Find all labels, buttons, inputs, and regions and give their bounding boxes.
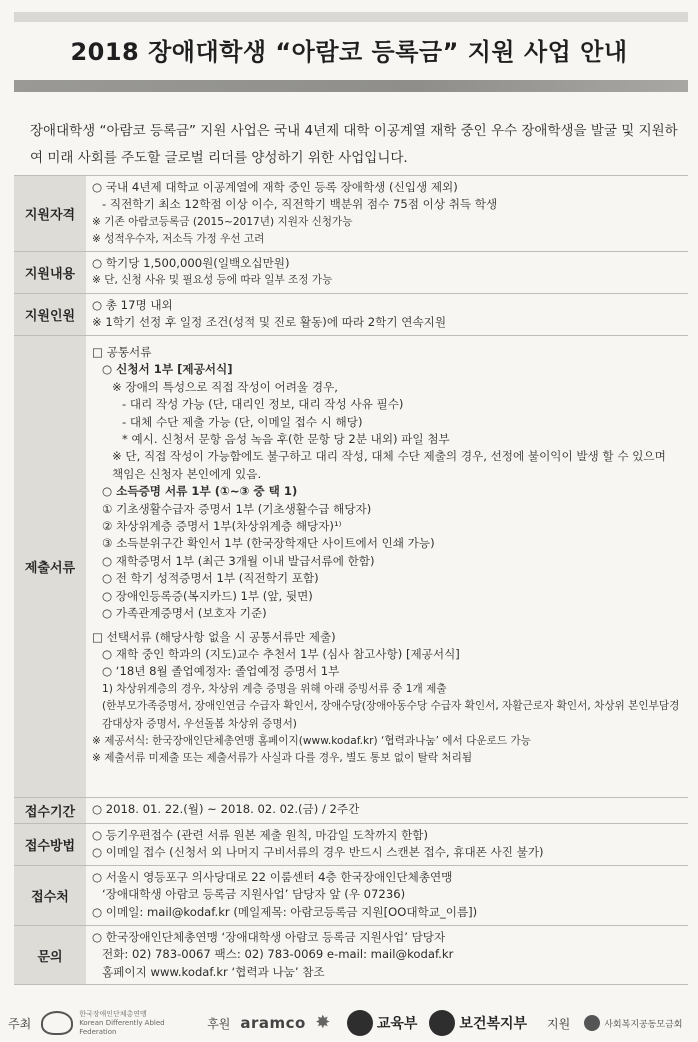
- support-label: 지원: [547, 1016, 571, 1031]
- row-label: 접수처: [14, 866, 86, 925]
- row-content: [86, 926, 688, 984]
- title-underline-bar: [14, 80, 688, 92]
- text-line: - 대리 작성 가능 (단, 대리인 정보, 대리 작성 사유 필수): [122, 397, 404, 412]
- page-title: 2018 장애대학생 “아람코 등록금” 지원 사업 안내: [70, 38, 628, 66]
- text-line: ○ 이메일 접수 (신청서 외 나머지 구비서류의 경우 반드시 스캔본 접수, 휴대폰 사진 불가): [92, 845, 544, 860]
- row-content: [86, 798, 688, 823]
- row-label: 지원자격: [14, 176, 86, 251]
- section-header: □ 선택서류 (해당사항 없을 시 공통서류만 제출): [92, 629, 336, 644]
- row-recipients: [14, 293, 688, 335]
- welfare-org-label: 사회복지공동모금회: [604, 1019, 683, 1030]
- text-line: ※ 성적우수자, 저소득 가정 우선 고려: [92, 233, 265, 246]
- text-line: ※ 단, 신청 사유 및 필요성 등에 따라 일부 조정 가능: [92, 274, 333, 287]
- row-content: [86, 866, 688, 925]
- row-label: 지원내용: [14, 252, 86, 293]
- footnote-line: 1) 차상위계층의 경우, 차상위 계층 증명을 위해 아래 증빙서류 중 1개 제출: [102, 682, 447, 695]
- text-line: ○ 총 17명 내외: [92, 298, 173, 312]
- support-block: [547, 1015, 682, 1032]
- text-line: ○ 국내 4년제 대학교 이공계열에 재학 중인 등록 장애학생 (신입생 제외): [92, 180, 458, 194]
- sponsor-block: [207, 1012, 337, 1034]
- text-line: - 직전학기 최소 12학점 이상 이수, 직전학기 백분위 점수 75점 이상 취득 학생: [102, 197, 498, 212]
- fruit-of-love-icon: [584, 1015, 600, 1031]
- row-content: [86, 176, 688, 251]
- footnote-line: (한부모가족증명서, 장애인연금 수급자 확인서, 장애수당(장애아동수당 수급자 확인서, 자활근로자 확인서, 차상위 본인부담경감대상자 증명서, 우선돌봄 차상위 증명서): [102, 700, 680, 730]
- row-label: 문의: [14, 926, 86, 984]
- row-address: [14, 865, 688, 925]
- ministry-edu-block: [347, 1010, 418, 1036]
- text-line: ‘장애대학생 아람코 등록금 지원사업’ 담당자 앞 (우 07236): [102, 887, 406, 902]
- text-line: ※ 장애의 특성으로 직접 작성이 어려울 경우,: [112, 379, 338, 394]
- text-line: ② 차상위계층 증명서 1부(차상위계층 해당자)¹⁾: [102, 519, 342, 534]
- aramco-star-icon: ✸: [315, 1012, 331, 1033]
- row-content: [86, 294, 688, 335]
- text-line: ○ 이메일: mail@kodaf.kr (메일제목: 아람코등록금 지원[OO대학교_이름]): [92, 904, 478, 919]
- text-line: ① 기초생활수급자 증명서 1부 (기초생활수급 해당자): [102, 501, 372, 516]
- section-header: □ 공통서류: [92, 345, 152, 359]
- text-line: ※ 제공서식: 한국장애인단체총연맹 홈페이지(www.kodaf.kr) ‘협력과나눔’ 에서 다운로드 가능: [92, 734, 531, 747]
- row-content: [86, 336, 688, 797]
- text-line: ※ 기존 아람코등록금 (2015~2017년) 지원자 신청가능: [92, 215, 353, 228]
- taegeuk-icon: [429, 1010, 455, 1036]
- text-line: ○ 재학증명서 1부 (최근 3개월 이내 발급서류에 한함): [102, 553, 375, 568]
- row-label: 접수방법: [14, 824, 86, 865]
- text-line: ○ 2018. 01. 22.(월) ~ 2018. 02. 02.(금) / 2주간: [92, 802, 360, 816]
- text-line: ○ 소득증명 서류 1부 (①~③ 중 택 1): [102, 484, 298, 499]
- row-eligibility: [14, 175, 688, 251]
- text-line: ○ 장애인등록증(복지카드) 1부 (앞, 뒷면): [102, 588, 313, 603]
- row-label: 지원인원: [14, 294, 86, 335]
- sponsor-label: 후원: [207, 1016, 231, 1031]
- host-label: 주최: [8, 1016, 32, 1031]
- text-line: ※ 1학기 선정 후 일정 조건(성적 및 진로 활동)에 따라 2학기 연속지원: [92, 315, 447, 330]
- intro-paragraph: 장애대학생 “아람코 등록금” 지원 사업은 국내 4년제 대학 이공계열 재학 중인 우수 장애학생을 발굴 및 지원하여 미래 사회를 주도할 글로벌 리더를 양성하기 위한 사업입니다.: [30, 123, 678, 166]
- text-line: ③ 소득분위구간 확인서 1부 (한국장학재단 사이트에서 인쇄 가능): [102, 536, 435, 551]
- text-line: ○ 등기우편접수 (관련 서류 원본 제출 원칙, 마감일 도착까지 한함): [92, 828, 429, 842]
- text-line: ※ 제출서류 미제출 또는 제출서류가 사실과 다를 경우, 별도 통보 없이 탈락 처리됨: [92, 752, 473, 765]
- kodaf-logo-icon: [41, 1011, 73, 1035]
- text-line: 전화: 02) 783-0067 팩스: 02) 783-0069 e-mail: mail@kodaf.kr: [102, 947, 454, 962]
- row-label: 접수기간: [14, 798, 86, 823]
- text-line: ○ 가족관계증명서 (보호자 기준): [102, 606, 267, 621]
- top-rule: [14, 12, 688, 22]
- row-label: 제출서류: [14, 336, 86, 797]
- ministry-health-label: 보건복지부: [459, 1016, 528, 1032]
- row-documents: [14, 335, 688, 797]
- text-line: ○ ‘18년 8월 졸업예정자: 졸업예정 증명서 1부: [102, 664, 340, 679]
- text-line: ○ 전 학기 성적증명서 1부 (직전학기 포함): [102, 571, 319, 586]
- text-line: ○ 재학 중인 학과의 (지도)교수 추천서 1부 (심사 참고사항) [제공서식]: [102, 646, 460, 661]
- row-contact: [14, 925, 688, 985]
- aramco-logo: aramco: [240, 1014, 306, 1032]
- row-method: [14, 823, 688, 865]
- text-line: * 예시. 신청서 문항 음성 녹음 후(한 문항 당 2분 내외) 파일 첨부: [122, 432, 450, 447]
- ministry-education-label: 교육부: [376, 1016, 418, 1032]
- row-content: [86, 252, 688, 293]
- text-line: ○ 신청서 1부 [제공서식]: [102, 362, 233, 377]
- row-period: [14, 797, 688, 823]
- text-line: - 대체 수단 제출 가능 (단, 이메일 접수 시 해당): [122, 414, 363, 429]
- row-content: [86, 824, 688, 865]
- footer: [0, 1006, 698, 1040]
- text-line: ○ 학기당 1,500,000원(일백오십만원): [92, 256, 290, 270]
- text-line: ○ 한국장애인단체총연맹 ‘장애대학생 아람코 등록금 지원사업’ 담당자: [92, 930, 446, 944]
- host-block: [8, 1010, 199, 1037]
- text-line: ○ 서울시 영등포구 의사당대로 22 이룸센터 4층 한국장애인단체총연맹: [92, 870, 453, 884]
- text-line: ※ 단, 직접 작성이 가능함에도 불구하고 대리 작성, 대체 수단 제출의 경우, 선정에 불이익이 발생 할 수 있으며 책임은 신청자 본인에게 있음.: [112, 449, 666, 481]
- ministry-welfare-block: [429, 1010, 527, 1036]
- kodaf-logo-text: 한국장애인단체총연맹 Korean Differently Abled Federation: [79, 1009, 165, 1036]
- row-support-content: [14, 251, 688, 293]
- text-line: 홈페이지 www.kodaf.kr ‘협력과 나눔’ 참조: [102, 964, 325, 979]
- info-table: [14, 175, 688, 985]
- taegeuk-icon: [347, 1010, 373, 1036]
